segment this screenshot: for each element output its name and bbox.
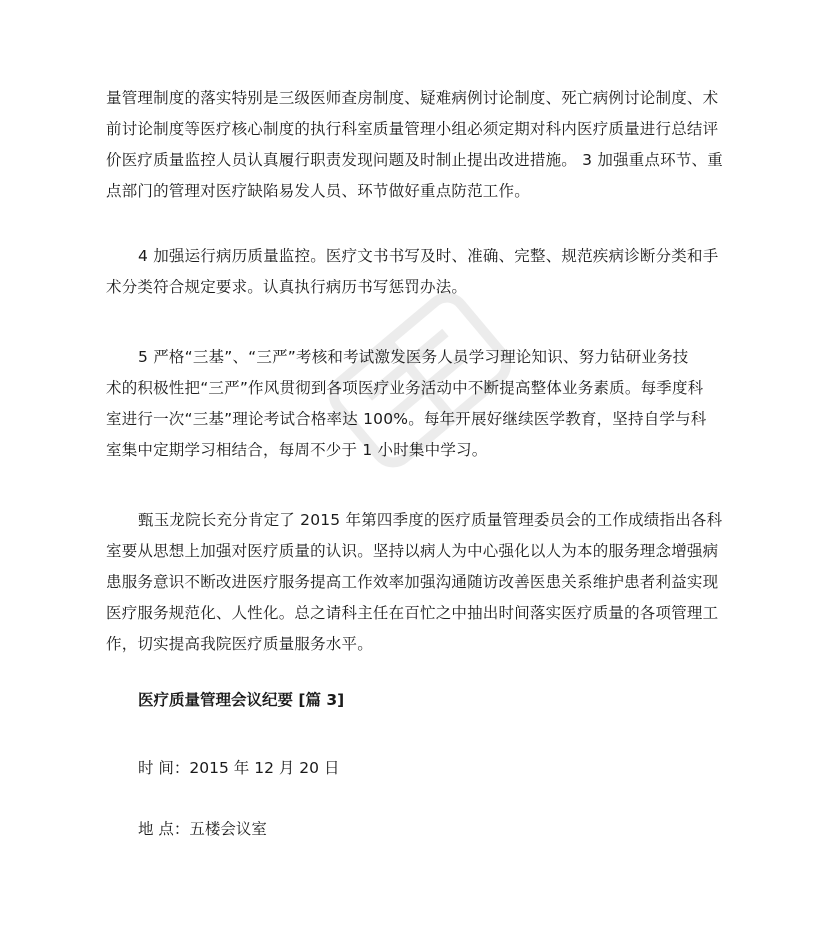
paragraph-line: 室进行一次“三基”理论考试合格率达 100%。每年开展好继续医学教育，坚持自学与科	[106, 410, 707, 428]
paragraph-line: 作，切实提高我院医疗质量服务水平。	[106, 635, 373, 653]
meeting-place: 地 点：五楼会议室	[138, 820, 267, 838]
paragraph-line: 室集中定期学习相结合，每周不少于 1 小时集中学习。	[106, 441, 488, 459]
meeting-time: 时 间：2015 年 12 月 20 日	[138, 759, 340, 777]
paragraph-line: 5 严格“三基”、“三严”考核和考试激发医务人员学习理论知识、努力钻研业务技	[138, 348, 689, 366]
paragraph-line: 室要从思想上加强对医疗质量的认识。坚持以病人为中心强化以人为本的服务理念增强病	[106, 542, 719, 560]
paragraph-line: 前讨论制度等医疗核心制度的执行科室质量管理小组必须定期对科内医疗质量进行总结评	[106, 120, 719, 138]
paragraph-line: 点部门的管理对医疗缺陷易发人员、环节做好重点防范工作。	[106, 182, 530, 200]
paragraph-line: 医疗服务规范化、人性化。总之请科主任在百忙之中抽出时间落实医疗质量的各项管理工	[106, 604, 719, 622]
paragraph-line: 4 加强运行病历质量监控。医疗文书书写及时、准确、完整、规范疾病诊断分类和手	[138, 247, 719, 265]
paragraph-three-basics	[106, 342, 724, 466]
paragraph-line: 术的积极性把“三严”作风贯彻到各项医疗业务活动中不断提高整体业务素质。每季度科	[106, 379, 704, 397]
section-heading: 医疗质量管理会议纪要 [篇 3]	[138, 691, 345, 709]
paragraph-line: 患服务意识不断改进医疗服务提高工作效率加强沟通随访改善医患关系维护患者利益实现	[106, 573, 719, 591]
paragraph-medical-records	[106, 241, 724, 303]
paragraph-quality-system	[106, 83, 724, 207]
paragraph-line: 价医疗质量监控人员认真履行职责发现问题及时制止提出改进措施。 3 加强重点环节、重	[106, 151, 723, 169]
paragraph-line: 术分类符合规定要求。认真执行病历书写惩罚办法。	[106, 278, 468, 296]
paragraph-director-remarks	[106, 505, 724, 660]
paragraph-line: 量管理制度的落实特别是三级医师查房制度、疑难病例讨论制度、死亡病例讨论制度、术	[106, 89, 719, 107]
paragraph-line: 甄玉龙院长充分肯定了 2015 年第四季度的医疗质量管理委员会的工作成绩指出各科	[138, 511, 723, 529]
